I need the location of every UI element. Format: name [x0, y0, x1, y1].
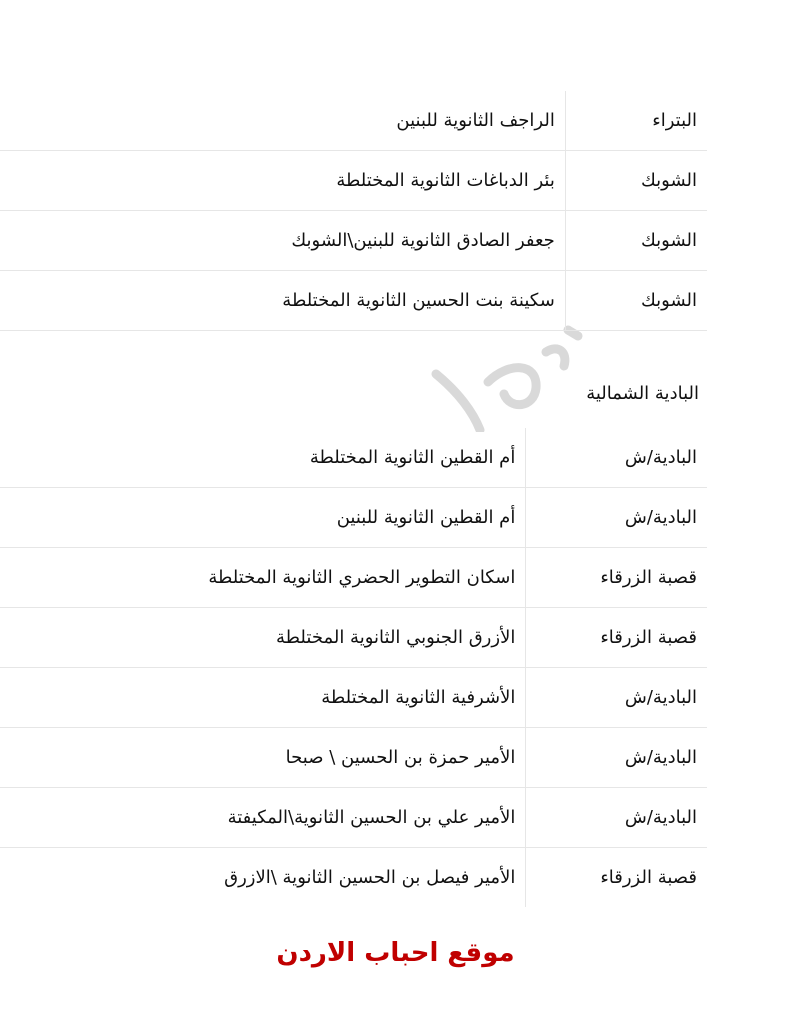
- school-cell: سكينة بنت الحسين الثانوية المختلطة: [0, 271, 565, 331]
- schools-table-top: [0, 91, 707, 331]
- school-cell: الأشرفية الثانوية المختلطة: [0, 668, 526, 728]
- school-cell: الراجف الثانوية للبنين: [0, 91, 565, 151]
- schools-table-bottom: [0, 428, 707, 907]
- school-cell: الأمير فيصل بن الحسين الثانوية \الازرق: [0, 848, 526, 908]
- table-row: [0, 788, 707, 848]
- school-cell: الأزرق الجنوبي الثانوية المختلطة: [0, 608, 526, 668]
- school-cell: أم القطين الثانوية المختلطة: [0, 428, 526, 488]
- district-cell: البادية/ش: [526, 428, 707, 488]
- watermark-logo: [418, 322, 588, 432]
- table-row: [0, 151, 707, 211]
- table-row: [0, 848, 707, 908]
- district-cell: قصبة الزرقاء: [526, 608, 707, 668]
- table-row: [0, 488, 707, 548]
- table-row: [0, 271, 707, 331]
- school-cell: الأمير حمزة بن الحسين \ صبحا: [0, 728, 526, 788]
- school-cell: اسكان التطوير الحضري الثانوية المختلطة: [0, 548, 526, 608]
- district-cell: البادية/ش: [526, 788, 707, 848]
- district-cell: البتراء: [565, 91, 707, 151]
- table-row: [0, 91, 707, 151]
- district-cell: الشوبك: [565, 211, 707, 271]
- table-row: [0, 548, 707, 608]
- table-row: [0, 728, 707, 788]
- district-cell: الشوبك: [565, 151, 707, 211]
- district-cell: الشوبك: [565, 271, 707, 331]
- footer-site-name: موقع احباب الاردن: [276, 938, 515, 968]
- school-cell: بئر الدباغات الثانوية المختلطة: [0, 151, 565, 211]
- school-cell: أم القطين الثانوية للبنين: [0, 488, 526, 548]
- district-cell: قصبة الزرقاء: [526, 848, 707, 908]
- table-row: [0, 211, 707, 271]
- section-heading: البادية الشمالية: [586, 383, 699, 404]
- district-cell: البادية/ش: [526, 728, 707, 788]
- district-cell: البادية/ش: [526, 488, 707, 548]
- school-cell: الأمير علي بن الحسين الثانوية\المكيفتة: [0, 788, 526, 848]
- district-cell: قصبة الزرقاء: [526, 548, 707, 608]
- table-row: [0, 428, 707, 488]
- school-cell: جعفر الصادق الثانوية للبنين\الشوبك: [0, 211, 565, 271]
- table-row: [0, 608, 707, 668]
- table-row: [0, 668, 707, 728]
- district-cell: البادية/ش: [526, 668, 707, 728]
